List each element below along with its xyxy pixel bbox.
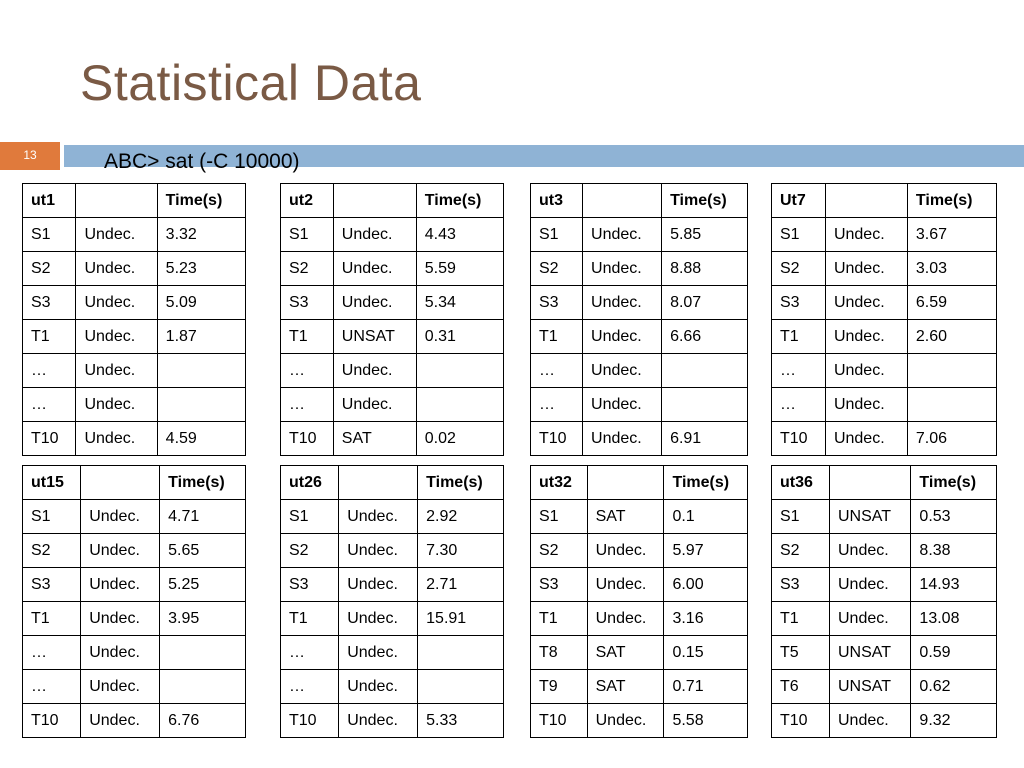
result-cell: Undec. bbox=[76, 218, 157, 252]
instance-cell: … bbox=[281, 636, 339, 670]
result-cell: Undec. bbox=[830, 534, 911, 568]
instance-cell: … bbox=[23, 354, 76, 388]
result-cell: Undec. bbox=[81, 636, 160, 670]
instance-cell: T6 bbox=[772, 670, 830, 704]
time-cell: 8.88 bbox=[662, 252, 748, 286]
table-row bbox=[281, 286, 504, 320]
time-cell: 5.59 bbox=[416, 252, 503, 286]
instance-cell: T10 bbox=[531, 422, 583, 456]
table-ut32 bbox=[530, 465, 748, 738]
table-header-row bbox=[281, 466, 504, 500]
result-cell: SAT bbox=[587, 636, 664, 670]
result-cell: Undec. bbox=[587, 704, 664, 738]
table-row bbox=[281, 670, 504, 704]
instance-cell: T1 bbox=[531, 602, 588, 636]
table-row bbox=[531, 602, 748, 636]
time-cell bbox=[907, 354, 996, 388]
instance-cell: S1 bbox=[531, 218, 583, 252]
table-header-row bbox=[772, 466, 997, 500]
table-row bbox=[531, 636, 748, 670]
table-row bbox=[772, 534, 997, 568]
header-blank bbox=[583, 184, 662, 218]
table-row bbox=[23, 704, 246, 738]
result-cell: Undec. bbox=[339, 636, 418, 670]
table-row bbox=[23, 320, 246, 354]
table-row bbox=[281, 422, 504, 456]
table-row bbox=[772, 500, 997, 534]
table-ut15 bbox=[22, 465, 246, 738]
table-row bbox=[23, 670, 246, 704]
table-row bbox=[281, 252, 504, 286]
table-row bbox=[531, 422, 748, 456]
table-row bbox=[531, 670, 748, 704]
result-cell: Undec. bbox=[583, 218, 662, 252]
time-cell bbox=[662, 388, 748, 422]
instance-cell: S3 bbox=[23, 568, 81, 602]
instance-cell: S1 bbox=[772, 500, 830, 534]
instance-cell: T10 bbox=[281, 704, 339, 738]
table-row bbox=[23, 218, 246, 252]
result-cell: Undec. bbox=[333, 218, 416, 252]
time-cell: 0.1 bbox=[664, 500, 748, 534]
result-cell: Undec. bbox=[825, 286, 907, 320]
instance-cell: S2 bbox=[531, 534, 588, 568]
result-cell: Undec. bbox=[825, 252, 907, 286]
instance-cell: … bbox=[23, 670, 81, 704]
result-cell: Undec. bbox=[583, 422, 662, 456]
header-blank bbox=[587, 466, 664, 500]
instance-cell: T5 bbox=[772, 636, 830, 670]
instance-cell: T9 bbox=[531, 670, 588, 704]
time-cell: 6.59 bbox=[907, 286, 996, 320]
time-cell: 3.03 bbox=[907, 252, 996, 286]
table-row bbox=[772, 286, 997, 320]
table-ut3 bbox=[530, 183, 748, 456]
slide-title: Statistical Data bbox=[80, 55, 422, 111]
result-cell: UNSAT bbox=[830, 670, 911, 704]
table-row bbox=[772, 388, 997, 422]
time-cell: 4.59 bbox=[157, 422, 245, 456]
table-row bbox=[281, 320, 504, 354]
time-cell: 13.08 bbox=[911, 602, 997, 636]
table-row bbox=[23, 354, 246, 388]
result-cell: Undec. bbox=[76, 422, 157, 456]
result-cell: Undec. bbox=[583, 388, 662, 422]
table-row bbox=[531, 320, 748, 354]
time-cell: 6.66 bbox=[662, 320, 748, 354]
table-name: ut26 bbox=[281, 466, 339, 500]
result-cell: Undec. bbox=[81, 534, 160, 568]
table-name: Ut7 bbox=[772, 184, 826, 218]
time-cell: 0.53 bbox=[911, 500, 997, 534]
time-cell: 15.91 bbox=[418, 602, 504, 636]
table-row bbox=[23, 252, 246, 286]
time-cell: 0.15 bbox=[664, 636, 748, 670]
instance-cell: T10 bbox=[23, 422, 76, 456]
time-cell bbox=[160, 636, 246, 670]
result-cell: Undec. bbox=[339, 500, 418, 534]
time-cell bbox=[418, 636, 504, 670]
result-cell: UNSAT bbox=[830, 500, 911, 534]
instance-cell: S1 bbox=[23, 218, 76, 252]
table-row bbox=[772, 670, 997, 704]
table-row bbox=[23, 636, 246, 670]
result-cell: Undec. bbox=[583, 252, 662, 286]
table-row bbox=[281, 602, 504, 636]
time-cell: 8.07 bbox=[662, 286, 748, 320]
result-cell: Undec. bbox=[825, 388, 907, 422]
instance-cell: S1 bbox=[23, 500, 81, 534]
result-cell: Undec. bbox=[339, 602, 418, 636]
table-row bbox=[23, 286, 246, 320]
instance-cell: S2 bbox=[772, 534, 830, 568]
time-cell: 0.62 bbox=[911, 670, 997, 704]
instance-cell: S3 bbox=[23, 286, 76, 320]
instance-cell: S2 bbox=[281, 534, 339, 568]
time-cell: 5.25 bbox=[160, 568, 246, 602]
instance-cell: S2 bbox=[531, 252, 583, 286]
instance-cell: … bbox=[281, 670, 339, 704]
instance-cell: T1 bbox=[531, 320, 583, 354]
result-cell: Undec. bbox=[81, 704, 160, 738]
result-cell: Undec. bbox=[583, 286, 662, 320]
table-row bbox=[281, 218, 504, 252]
table-row bbox=[531, 252, 748, 286]
table-row bbox=[531, 388, 748, 422]
table-row bbox=[281, 568, 504, 602]
result-cell: Undec. bbox=[830, 704, 911, 738]
result-cell: UNSAT bbox=[333, 320, 416, 354]
table-row bbox=[531, 534, 748, 568]
result-cell: Undec. bbox=[830, 568, 911, 602]
instance-cell: T1 bbox=[772, 320, 826, 354]
table-row bbox=[772, 320, 997, 354]
result-cell: Undec. bbox=[81, 670, 160, 704]
table-header-row bbox=[281, 184, 504, 218]
instance-cell: S1 bbox=[531, 500, 588, 534]
time-cell: 1.87 bbox=[157, 320, 245, 354]
table-ut36 bbox=[771, 465, 997, 738]
table-row bbox=[531, 354, 748, 388]
result-cell: Undec. bbox=[583, 354, 662, 388]
result-cell: Undec. bbox=[76, 286, 157, 320]
table-name: ut3 bbox=[531, 184, 583, 218]
time-cell: 0.31 bbox=[416, 320, 503, 354]
time-header: Time(s) bbox=[911, 466, 997, 500]
time-cell: 4.71 bbox=[160, 500, 246, 534]
time-cell: 7.06 bbox=[907, 422, 996, 456]
table-row bbox=[531, 500, 748, 534]
table-row bbox=[281, 636, 504, 670]
time-cell: 5.97 bbox=[664, 534, 748, 568]
time-cell: 5.34 bbox=[416, 286, 503, 320]
instance-cell: S2 bbox=[772, 252, 826, 286]
time-cell: 3.32 bbox=[157, 218, 245, 252]
instance-cell: … bbox=[531, 388, 583, 422]
table-row bbox=[772, 568, 997, 602]
time-cell: 5.23 bbox=[157, 252, 245, 286]
instance-cell: T1 bbox=[281, 602, 339, 636]
table-header-row bbox=[531, 466, 748, 500]
table-row bbox=[531, 286, 748, 320]
instance-cell: S3 bbox=[772, 286, 826, 320]
table-row bbox=[772, 636, 997, 670]
instance-cell: S3 bbox=[772, 568, 830, 602]
result-cell: Undec. bbox=[583, 320, 662, 354]
table-name: ut15 bbox=[23, 466, 81, 500]
table-row bbox=[772, 354, 997, 388]
time-cell: 6.91 bbox=[662, 422, 748, 456]
result-cell: Undec. bbox=[76, 388, 157, 422]
instance-cell: T1 bbox=[281, 320, 334, 354]
header-blank bbox=[81, 466, 160, 500]
time-header: Time(s) bbox=[664, 466, 748, 500]
result-cell: Undec. bbox=[333, 252, 416, 286]
time-cell: 5.58 bbox=[664, 704, 748, 738]
time-cell: 3.16 bbox=[664, 602, 748, 636]
table-row bbox=[531, 704, 748, 738]
instance-cell: S3 bbox=[531, 568, 588, 602]
time-cell: 5.09 bbox=[157, 286, 245, 320]
table-ut1 bbox=[22, 183, 246, 456]
time-cell: 3.67 bbox=[907, 218, 996, 252]
table-ut2 bbox=[280, 183, 504, 456]
instance-cell: S2 bbox=[23, 252, 76, 286]
instance-cell: S3 bbox=[531, 286, 583, 320]
result-cell: Undec. bbox=[825, 354, 907, 388]
time-cell: 14.93 bbox=[911, 568, 997, 602]
table-row bbox=[23, 500, 246, 534]
header-blank bbox=[825, 184, 907, 218]
time-cell: 7.30 bbox=[418, 534, 504, 568]
result-cell: UNSAT bbox=[830, 636, 911, 670]
table-row bbox=[772, 218, 997, 252]
result-cell: Undec. bbox=[81, 500, 160, 534]
time-cell: 2.92 bbox=[418, 500, 504, 534]
instance-cell: … bbox=[23, 388, 76, 422]
instance-cell: T10 bbox=[531, 704, 588, 738]
time-cell bbox=[418, 670, 504, 704]
table-row bbox=[772, 422, 997, 456]
table-ut26 bbox=[280, 465, 504, 738]
result-cell: Undec. bbox=[333, 354, 416, 388]
result-cell: SAT bbox=[587, 670, 664, 704]
result-cell: Undec. bbox=[339, 670, 418, 704]
table-row bbox=[23, 602, 246, 636]
result-cell: Undec. bbox=[825, 422, 907, 456]
instance-cell: S2 bbox=[281, 252, 334, 286]
header-blank bbox=[76, 184, 157, 218]
result-cell: Undec. bbox=[333, 388, 416, 422]
instance-cell: … bbox=[531, 354, 583, 388]
instance-cell: S1 bbox=[281, 218, 334, 252]
table-row bbox=[772, 704, 997, 738]
instance-cell: S3 bbox=[281, 568, 339, 602]
table-header-row bbox=[23, 466, 246, 500]
time-header: Time(s) bbox=[157, 184, 245, 218]
time-cell bbox=[416, 354, 503, 388]
result-cell: Undec. bbox=[76, 320, 157, 354]
instance-cell: S2 bbox=[23, 534, 81, 568]
time-cell: 9.32 bbox=[911, 704, 997, 738]
table-name: ut1 bbox=[23, 184, 76, 218]
table-row bbox=[23, 534, 246, 568]
table-row bbox=[281, 354, 504, 388]
table-row bbox=[281, 704, 504, 738]
instance-cell: T1 bbox=[772, 602, 830, 636]
instance-cell: … bbox=[281, 354, 334, 388]
table-name: ut2 bbox=[281, 184, 334, 218]
time-cell: 5.33 bbox=[418, 704, 504, 738]
instance-cell: T1 bbox=[23, 320, 76, 354]
time-cell bbox=[157, 354, 245, 388]
instance-cell: T10 bbox=[772, 422, 826, 456]
instance-cell: S1 bbox=[772, 218, 826, 252]
header-blank bbox=[333, 184, 416, 218]
time-header: Time(s) bbox=[662, 184, 748, 218]
table-row bbox=[281, 500, 504, 534]
time-cell: 0.71 bbox=[664, 670, 748, 704]
time-cell: 0.02 bbox=[416, 422, 503, 456]
result-cell: Undec. bbox=[339, 568, 418, 602]
instance-cell: … bbox=[23, 636, 81, 670]
result-cell: Undec. bbox=[587, 602, 664, 636]
slide-number: 13 bbox=[0, 142, 60, 170]
time-cell: 5.85 bbox=[662, 218, 748, 252]
instance-cell: T10 bbox=[772, 704, 830, 738]
result-cell: Undec. bbox=[333, 286, 416, 320]
instance-cell: T1 bbox=[23, 602, 81, 636]
table-name: ut36 bbox=[772, 466, 830, 500]
table-header-row bbox=[772, 184, 997, 218]
result-cell: Undec. bbox=[76, 354, 157, 388]
table-row bbox=[23, 568, 246, 602]
time-header: Time(s) bbox=[160, 466, 246, 500]
time-cell bbox=[416, 388, 503, 422]
result-cell: Undec. bbox=[587, 568, 664, 602]
header-blank bbox=[830, 466, 911, 500]
result-cell: Undec. bbox=[825, 320, 907, 354]
time-cell: 0.59 bbox=[911, 636, 997, 670]
table-header-row bbox=[23, 184, 246, 218]
table-ut7 bbox=[771, 183, 997, 456]
table-header-row bbox=[531, 184, 748, 218]
instance-cell: … bbox=[772, 388, 826, 422]
result-cell: Undec. bbox=[81, 568, 160, 602]
instance-cell: … bbox=[281, 388, 334, 422]
instance-cell: T10 bbox=[281, 422, 334, 456]
result-cell: Undec. bbox=[339, 704, 418, 738]
table-row bbox=[23, 388, 246, 422]
table-name: ut32 bbox=[531, 466, 588, 500]
time-cell: 5.65 bbox=[160, 534, 246, 568]
instance-cell: T8 bbox=[531, 636, 588, 670]
table-row bbox=[281, 534, 504, 568]
header-blank bbox=[339, 466, 418, 500]
instance-cell: T10 bbox=[23, 704, 81, 738]
time-cell: 3.95 bbox=[160, 602, 246, 636]
time-cell: 6.76 bbox=[160, 704, 246, 738]
instance-cell: … bbox=[772, 354, 826, 388]
time-header: Time(s) bbox=[416, 184, 503, 218]
result-cell: SAT bbox=[333, 422, 416, 456]
time-cell: 4.43 bbox=[416, 218, 503, 252]
table-row bbox=[23, 422, 246, 456]
instance-cell: S1 bbox=[281, 500, 339, 534]
result-cell: Undec. bbox=[81, 602, 160, 636]
time-cell bbox=[160, 670, 246, 704]
time-header: Time(s) bbox=[418, 466, 504, 500]
table-row bbox=[531, 568, 748, 602]
time-cell bbox=[907, 388, 996, 422]
result-cell: Undec. bbox=[830, 602, 911, 636]
time-cell: 6.00 bbox=[664, 568, 748, 602]
result-cell: Undec. bbox=[587, 534, 664, 568]
result-cell: Undec. bbox=[825, 218, 907, 252]
table-row bbox=[772, 252, 997, 286]
instance-cell: S3 bbox=[281, 286, 334, 320]
table-row bbox=[531, 218, 748, 252]
time-cell: 2.60 bbox=[907, 320, 996, 354]
time-header: Time(s) bbox=[907, 184, 996, 218]
table-row bbox=[772, 602, 997, 636]
time-cell: 2.71 bbox=[418, 568, 504, 602]
time-cell bbox=[662, 354, 748, 388]
time-cell: 8.38 bbox=[911, 534, 997, 568]
command-text: ABC> sat (-C 10000) bbox=[104, 150, 300, 173]
result-cell: Undec. bbox=[76, 252, 157, 286]
table-row bbox=[281, 388, 504, 422]
result-cell: SAT bbox=[587, 500, 664, 534]
time-cell bbox=[157, 388, 245, 422]
result-cell: Undec. bbox=[339, 534, 418, 568]
